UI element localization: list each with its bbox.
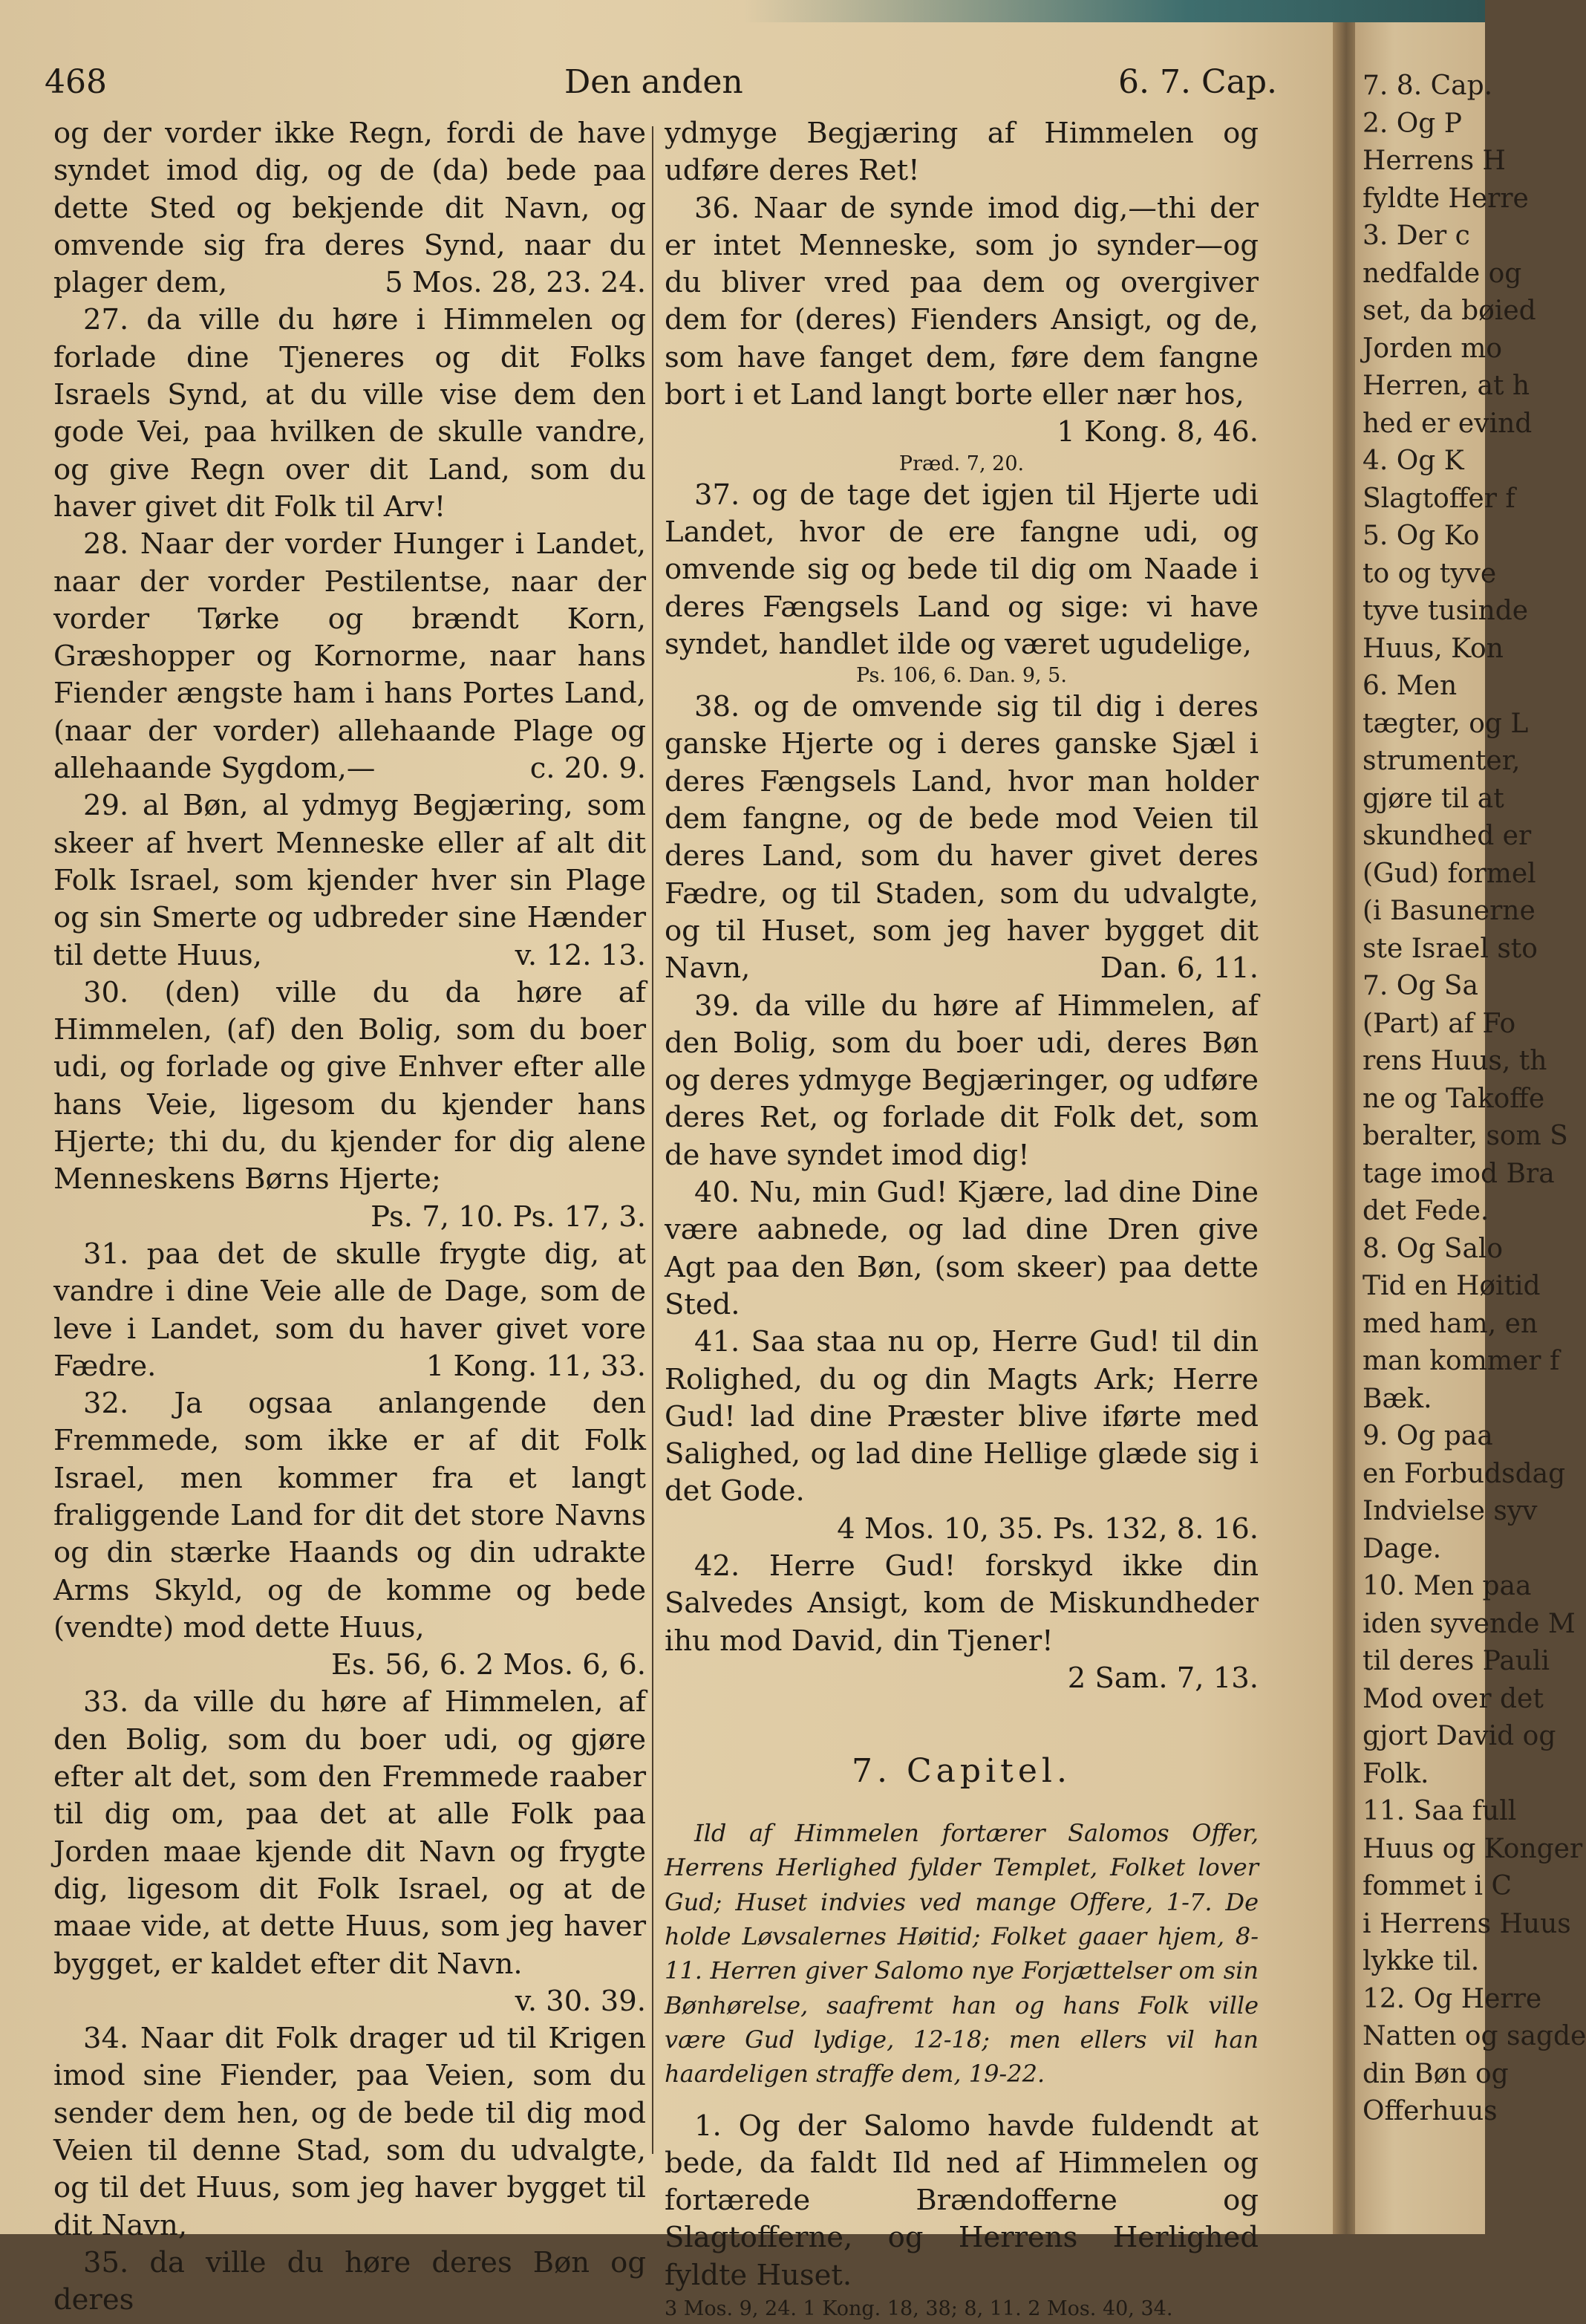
verse-text: 34. Naar dit Folk drager ud til Krigen imod sine Fiender, paa Veien, som du sender dem hen, og de bede til dig mod Veien til denne Stad, som du udvalgte, og til det Huus, som jeg haver bygget til dit Navn, (53, 2022, 646, 2242)
verse (665, 477, 1259, 663)
facing-page-line: to og tyve (1363, 558, 1497, 589)
verse (665, 190, 1259, 452)
facing-page-line: 9. Og paa (1363, 1421, 1493, 1451)
running-title: Den anden (564, 63, 743, 101)
verse-text: 40. Nu, min Gud! Kjære, lad dine Dine være aabnede, og lad dine Dren give Agt paa den Bøn, (som skeer) paa dette Sted. (665, 1176, 1259, 1321)
verse-text: 42. Herre Gud! forskyd ikke din Salvedes Ansigt, kom de Miskundheder ihu mod David, din Tjener! (665, 1549, 1259, 1658)
verse-text: 32. Ja ogsaa anlangende den Fremmede, som ikke er af dit Folk Israel, men kommer fra et langt fraliggende Land for dit det store Navns og din stærke Haands og din udrakte Arms Skyld, og de komme og bede (vendte) mod dette Huus, (53, 1387, 646, 1644)
facing-page-line: Huus, Kon (1363, 633, 1504, 664)
verse-text: 38. og de omvende sig til dig i deres ganske Hjerte og i deres ganske Sjæl i deres Fængsels Land, hvor man holder dem fangne, og de bede mod Veien til deres Land, som du haver givet deres Fædre, og til Staden, som du udvalgte, og til Huset, som jeg haver bygget dit Navn, (665, 690, 1259, 986)
verse-text: og der vorder ikke Regn, fordi de have syndet imod dig, og de (da) bede paa dette Sted og bekjende dit Navn, og omvende sig fra deres Synd, naar du plager dem, (53, 117, 646, 300)
verse-text: 29. al Bøn, al ydmyg Begjæring, som skeer af hvert Menneske eller af alt dit Folk Israel, som kjender hver sin Plage og sin Smerte og udbreder sine Hænder til dette Huus, (53, 789, 646, 972)
verse (53, 787, 646, 974)
verses-38-42 (665, 689, 1259, 1697)
facing-page-line: 12. Og Herre (1363, 1983, 1542, 2014)
verse (53, 115, 646, 302)
chapter-reference: 6. 7. Cap. (1118, 63, 1277, 101)
verse (53, 1236, 646, 1385)
facing-page-line: din Bøn og (1363, 2058, 1509, 2089)
page-number: 468 (45, 63, 107, 101)
facing-page-line: gjøre til at (1363, 783, 1504, 814)
verse-reference: v. 12. 13. (515, 938, 646, 972)
facing-page-line: nedfalde og (1363, 258, 1522, 289)
facing-page-line: 7. Og Sa (1363, 971, 1478, 1001)
facing-page-line: 6. Men (1363, 671, 1458, 701)
verse (665, 1174, 1259, 1324)
verse (665, 689, 1259, 987)
facing-page-line: ne og Takoffe (1363, 1083, 1545, 1114)
cross-reference-footer: 3 Mos. 9, 24. 1 Kong. 18, 38; 8, 11. 2 Mos. 40, 34. (665, 2297, 1173, 2321)
verse (665, 115, 1259, 190)
verse-text: 28. Naar der vorder Hunger i Landet, naar der vorder Pestilentse, naar der vorder Tørke og brændt Korn, Græshopper og Kornorme, naar hans Fiender ængste ham i hans Portes Land, (naar der vorder) allehaande Plage og allehaande Sygdom,— (53, 527, 646, 786)
verses-36 (665, 115, 1259, 452)
verse-text: 27. da ville du høre i Himmelen og forlade dine Tjeneres og dit Folks Israels Synd, at du ville vise dem den gode Vei, paa hvilken de skulle vandre, og give Regn over dit Land, som du haver givet dit Folk til Arv! (53, 303, 646, 524)
column-divider (652, 126, 653, 2154)
facing-page-line: iden syvende M (1363, 1608, 1576, 1639)
verse (53, 2020, 646, 2245)
cover-edge (743, 0, 1485, 22)
page-header (45, 63, 1277, 115)
facing-page-line: (Part) af Fo (1363, 1008, 1516, 1039)
facing-page-line: lykke til. (1363, 1946, 1480, 1976)
verse-reference: 4 Mos. 10, 35. Ps. 132, 8. 16. (837, 1511, 1259, 1546)
facing-page-line: Huus og Konger (1363, 1833, 1583, 1864)
verse (665, 988, 1259, 1174)
verse (53, 1684, 646, 2020)
verse-text: ydmyge Begjæring af Himmelen og udføre deres Ret! (665, 117, 1259, 188)
verse-reference: 1 Kong. 8, 46. (1057, 415, 1259, 449)
verse-reference: Es. 56, 6. 2 Mos. 6, 6. (330, 1648, 646, 1682)
facing-page-line: det Fede. (1363, 1196, 1489, 1226)
facing-page-line: (i Basunerne (1363, 896, 1536, 926)
verse (53, 302, 646, 526)
verse-text: 31. paa det de skulle frygte dig, at vandre i dine Veie alle de Dage, som de leve i Landet, som du haver givet vore Fædre. (53, 1237, 646, 1383)
facing-page-line: strumenter, (1363, 746, 1521, 776)
verse: 1. Og der Salomo havde fuldendt at bede, da faldt Ild ned af Himmelen og fortærede Brændofferne og Slagtofferne, og Herrens Herlighed fyldte Huset. (665, 2109, 1259, 2292)
facing-page-line: hed er evind (1363, 408, 1533, 439)
verse (53, 1385, 646, 1684)
facing-page-line: til deres Pauli (1363, 1646, 1550, 1676)
facing-page-line: beralter, som S (1363, 1121, 1568, 1151)
facing-page-line: Offerhuus (1363, 2096, 1498, 2126)
facing-page-line: Bæk. (1363, 1383, 1432, 1414)
verse-reference: 2 Sam. 7, 13. (1067, 1661, 1259, 1695)
facing-page-line: en Forbudsdag (1363, 1458, 1566, 1489)
facing-page-line: 2. Og P (1363, 108, 1463, 139)
verse-reference: v. 30. 39. (515, 1984, 646, 2018)
facing-page-line: 3. Der c (1363, 221, 1470, 251)
facing-page-line: fyldte Herre (1363, 183, 1529, 214)
facing-page-line: skundhed er (1363, 821, 1532, 851)
facing-page-line: man kommer f (1363, 1346, 1560, 1376)
verse-text: 30. (den) ville du da høre af Himmelen, (af) den Bolig, som du boer udi, og forlade og give Enhver efter alle hans Veie, ligesom du kjender hans Hjerte; thi du, du kjender for dig alene Menneskens Børns Hjerte; (53, 975, 646, 1197)
verse (53, 974, 646, 1236)
facing-page-line: tage imod Bra (1363, 1158, 1555, 1189)
facing-page-line: 7. 8. Cap. (1363, 71, 1493, 101)
verse-text: 36. Naar de synde imod dig,—thi der er intet Menneske, som jo synder—og du bliver vred paa dem og overgiver dem for (deres) Fienders Ansigt, og de, som have fanget dem, føre dem fangne bort i et Land langt borte eller nær hos, (665, 191, 1259, 412)
verse-text: 37. og de tage det igjen til Hjerte udi Landet, hvor de ere fangne udi, og omvende sig og bede til dig om Naade i deres Fængsels Land og sige: vi have syndet, handlet ilde og været ugudelige, (665, 478, 1259, 661)
verse (53, 2245, 646, 2320)
facing-page-line: Dage. (1363, 1533, 1442, 1564)
chapter-title: 7. Capitel. (852, 1752, 1071, 1791)
verse-reference: 5 Mos. 28, 23. 24. (385, 266, 646, 300)
facing-page-line: Jorden mo (1363, 333, 1503, 364)
facing-page-line: Slagtoffer f (1363, 483, 1515, 514)
facing-page-line: set, da bøied (1363, 296, 1536, 326)
right-column (665, 115, 1259, 2324)
verse-text: 33. da ville du høre af Himmelen, af den Bolig, som du boer udi, og gjøre efter alt det, som den Fremmede raaber til dig om, paa det at alle Folk paa Jorden maae kjende dit Navn og frygte dig, ligesom dit Folk Israel, og at de maae vide, at dette Huus, som jeg haver bygget, er kaldet efter dit Navn. (53, 1685, 646, 1981)
facing-page-line: 8. Og Salo (1363, 1233, 1504, 1264)
verse-reference: Dan. 6, 11. (1100, 951, 1259, 986)
facing-page-line: Mod over det (1363, 1683, 1544, 1714)
facing-page-line: tyve tusinde (1363, 596, 1529, 626)
facing-page-line: Natten og sagde (1363, 2021, 1586, 2051)
facing-page-line: 10. Men paa (1363, 1571, 1532, 1601)
facing-page-line: tægter, og L (1363, 708, 1529, 739)
verse-text: 35. da ville du høre deres Bøn og deres (53, 2245, 646, 2317)
verse-text: 39. da ville du høre af Himmelen, af den Bolig, som du boer udi, deres Bøn og deres ydmyge Begjæringer, og udføre deres Ret, og forlade dit Folk det, som de have syndet imod dig! (665, 989, 1259, 1172)
verse (665, 1324, 1259, 1548)
verse-reference: 1 Kong. 11, 33. (425, 1349, 646, 1383)
facing-page-line: 11. Saa full (1363, 1796, 1517, 1826)
facing-page-line: i Herrens Huus (1363, 1908, 1571, 1939)
facing-page-line: (Gud) formel (1363, 858, 1536, 889)
book-gutter (1333, 0, 1355, 2234)
facing-page-line: fommet i C (1363, 1871, 1512, 1901)
facing-page-line: 4. Og K (1363, 446, 1464, 476)
facing-page-line: ste Israel sto (1363, 933, 1538, 964)
verses-37 (665, 477, 1259, 663)
facing-page-line: gjort David og (1363, 1721, 1556, 1751)
facing-page-line: Indvielse syv (1363, 1496, 1538, 1526)
cross-reference: Præd. 7, 20. (898, 452, 1025, 475)
verse (665, 1548, 1259, 1697)
cross-reference: Ps. 106, 6. Dan. 9, 5. (856, 664, 1067, 688)
verse-reference: Ps. 7, 10. Ps. 17, 3. (371, 1200, 646, 1234)
facing-page-line: Tid en Høitid (1363, 1271, 1541, 1301)
facing-page-line: 5. Og Ko (1363, 521, 1480, 551)
facing-page (1355, 0, 1586, 2234)
facing-page-line: Herrens H (1363, 146, 1506, 176)
verse (53, 526, 646, 787)
chapter-summary: Ild af Himmelen fortærer Salomos Offer, Herrens Herlighed fylder Templet, Folket lover Gud; Huset indvies ved mange Offere, 1-7. De holde Løvsalernes Høitid; Folket gaaer hjem, 8-11. Herren giver Salomo nye Forjættelser om sin Bønhørelse, saafremt han og hans Folk ville være Gud lydige, 12-18; men ellers vil han haardeligen straffe dem, 19-22. (665, 1819, 1259, 2089)
verse-text: 41. Saa staa nu op, Herre Gud! til din Rolighed, du og din Magts Ark; Herre Gud! lad dine Præster blive iførte med Salighed, og lad dine Hellige glæde sig i det Gode. (665, 1325, 1259, 1508)
facing-page-line: Herren, at h (1363, 371, 1530, 401)
facing-page-line: med ham, en (1363, 1308, 1538, 1339)
verse-reference: c. 20. 9. (529, 752, 646, 786)
facing-page-line: Folk. (1363, 1758, 1429, 1789)
left-column (53, 115, 646, 2320)
facing-page-line: rens Huus, th (1363, 1046, 1547, 1076)
